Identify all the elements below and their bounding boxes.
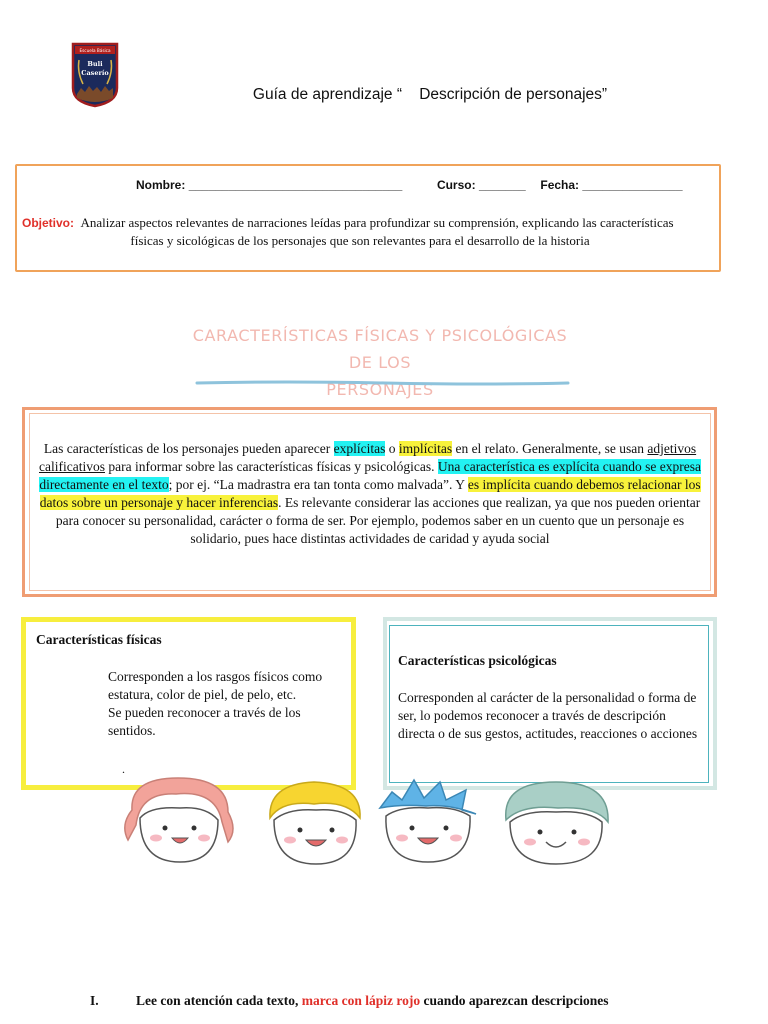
highlight-definition-explicit: Una característica es explícita cuando se expresa directamente en el texto <box>39 459 701 492</box>
date-field[interactable]: _______________ <box>582 178 683 192</box>
student-info-line <box>136 178 696 192</box>
explanation-text <box>36 440 704 548</box>
name-field[interactable]: ________________________________ <box>188 178 403 192</box>
face-teal-hair-icon <box>506 782 608 864</box>
title-main: Descripción de personajes” <box>419 86 608 103</box>
face-yellow-hair-icon <box>270 782 360 864</box>
highlight-explicitas: explícitas <box>333 441 386 456</box>
page-title <box>150 86 710 104</box>
physical-title: Características físicas <box>36 632 162 647</box>
underlined-adjetivos: adjetivos calificativos <box>39 441 697 474</box>
objective-label: Objetivo: <box>22 216 75 230</box>
title-prefix: Guía de aprendizaje “ <box>252 86 402 103</box>
heading-underline <box>195 380 570 386</box>
psychological-title: Características psicológicas <box>398 653 557 668</box>
physical-body-1: Corresponden a los rasgos físicos como estatura, color de piel, de pelo, etc. <box>108 669 323 702</box>
explanation-part: en el relato. Generalmente, se usan <box>452 441 648 456</box>
highlight-definition-implicit: es implícita cuando debemos relacionar los datos sobre un personaje y hacer inferencias <box>39 477 701 510</box>
section-heading-line1: CARACTERÍSTICAS FÍSICAS Y PSICOLÓGICAS DE LOS <box>192 326 568 372</box>
course-field[interactable]: _______ <box>478 178 526 192</box>
logo-line2: Caserío <box>81 69 109 77</box>
name-label: Nombre: <box>136 178 186 192</box>
face-blue-hair-icon <box>380 780 476 862</box>
psychological-body: Corresponden al carácter de la personalidad o forma de ser, lo podemos reconocer a través de descripción directa o de sus gestos, actitudes, reacciones o acciones <box>398 690 698 741</box>
logo-line1: Buli <box>87 60 103 68</box>
objective-line1: Analizar aspectos relevantes de narraciones leídas para profundizar su comprensión, explicando las características <box>80 215 674 230</box>
course-label: Curso: <box>436 178 476 192</box>
explanation-part: o <box>385 441 399 456</box>
explanation-part: . Es relevante considerar las acciones que realizan, ya que nos pueden orientar para conocer su personalidad, carácter o forma de ser. Por ejemplo, podemos saber en un cuento que un personaje es solidario, pues hace distintas actividades de caridad y ayuda social <box>55 495 701 546</box>
logo-top-text: Escuela Básica <box>79 48 111 53</box>
instruction-number: I. <box>90 993 99 1008</box>
objective-line2: físicas y sicológicas de los personajes que son relevantes para el desarrollo de la historia <box>130 233 590 248</box>
physical-body <box>108 668 348 740</box>
physical-body-2: Se pueden reconocer a través de los sentidos. <box>108 705 301 738</box>
section-heading-line2: PERSONAJES <box>326 380 434 399</box>
explanation-part: ; por ej. “La madrastra era tan tonta como malvada”. Y <box>168 477 468 492</box>
explanation-part: para informar sobre las características físicas y psicológicas. <box>104 459 438 474</box>
instruction-part2: cuando aparezcan descripciones <box>420 993 609 1008</box>
objective <box>22 214 718 249</box>
school-logo <box>71 42 119 108</box>
children-faces-illustration <box>110 770 630 870</box>
face-pink-hair-icon <box>125 778 233 862</box>
date-label: Fecha: <box>540 178 580 192</box>
instruction-part1: Lee con atención cada texto, <box>136 993 302 1008</box>
explanation-part: Las características de los personajes pueden aparecer <box>43 441 334 456</box>
instruction-red-text: marca con lápiz rojo <box>301 993 421 1008</box>
highlight-implicitas: implícitas <box>398 441 453 456</box>
section-heading <box>190 322 570 403</box>
instruction-item <box>90 993 750 1009</box>
physical-dot: . <box>122 762 125 776</box>
